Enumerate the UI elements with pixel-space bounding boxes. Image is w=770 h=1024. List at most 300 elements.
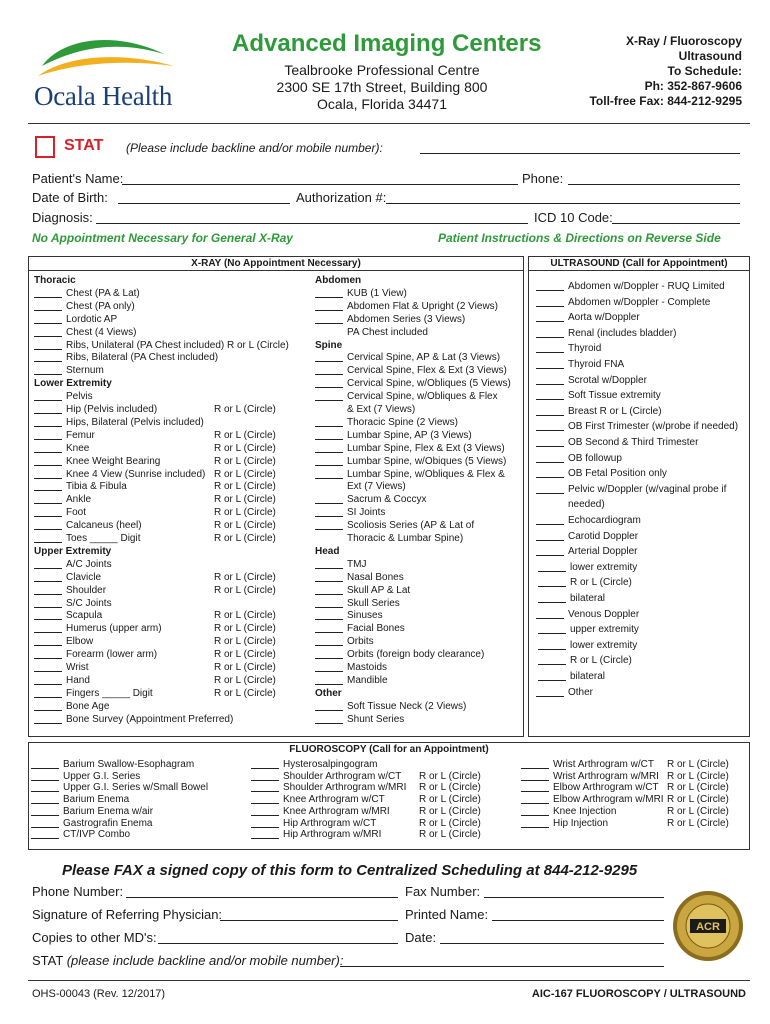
icd-label: ICD 10 Code: — [534, 210, 613, 225]
list-item — [536, 435, 698, 451]
checkbox-blank[interactable] — [521, 819, 549, 828]
list-item-label: Thyroid — [568, 343, 602, 355]
list-item — [34, 288, 140, 301]
checkbox-blank[interactable] — [315, 676, 343, 685]
list-item — [315, 469, 505, 482]
fax-number-input[interactable] — [484, 897, 664, 898]
checkbox-blank[interactable] — [536, 282, 564, 291]
list-item-label: OB First Trimester (w/probe if needed) — [568, 421, 739, 433]
side-circle-label: R or L (Circle) — [214, 584, 276, 596]
checkbox-blank[interactable] — [536, 610, 564, 619]
list-item-label: Chest (PA only) — [66, 300, 135, 312]
side-circle-label: R or L (Circle) — [419, 770, 481, 782]
list-item — [536, 482, 726, 498]
checkbox-blank[interactable] — [315, 379, 343, 388]
checkbox-blank[interactable] — [315, 366, 343, 375]
checkbox-blank[interactable] — [31, 783, 59, 792]
printed-name-input[interactable] — [492, 920, 664, 921]
list-item — [536, 638, 637, 654]
list-item-label: Upper G.I. Series w/Small Bowel — [63, 782, 209, 794]
list-item-label: Shoulder Arthrogram w/CT — [283, 770, 402, 782]
list-item — [315, 456, 506, 469]
list-item-label: Hips, Bilateral (Pelvis included) — [66, 416, 204, 428]
list-item-label: Wrist Arthrogram w/MRI — [553, 770, 659, 782]
stat-checkbox[interactable] — [35, 136, 55, 158]
checkbox-blank[interactable] — [34, 586, 62, 595]
footer-divider — [28, 980, 750, 981]
checkbox-blank[interactable] — [34, 702, 62, 711]
list-item — [34, 340, 289, 353]
list-item — [536, 388, 661, 404]
checkbox-blank[interactable] — [538, 594, 566, 603]
checkbox-blank[interactable] — [315, 470, 343, 479]
list-item-label: Scrotal w/Doppler — [568, 374, 647, 386]
checkbox-blank[interactable] — [315, 560, 343, 569]
checkbox-blank[interactable] — [315, 289, 343, 298]
checkbox-blank[interactable] — [536, 329, 564, 338]
list-item — [251, 829, 481, 841]
list-item — [315, 559, 366, 572]
list-item-label: Aorta w/Doppler — [568, 312, 640, 324]
checkbox-blank[interactable] — [34, 637, 62, 646]
checkbox-blank[interactable] — [315, 586, 343, 595]
checkbox-blank[interactable] — [34, 573, 62, 582]
list-item — [251, 805, 481, 818]
list-item — [521, 782, 729, 794]
checkbox-blank[interactable] — [315, 444, 343, 453]
list-item — [251, 794, 481, 806]
list-item-label: PA Chest included — [347, 326, 428, 338]
list-item — [34, 455, 276, 469]
list-item-label: Wrist Arthrogram w/CT — [553, 759, 654, 770]
checkbox-blank[interactable] — [251, 760, 279, 769]
list-item-label: Elbow — [66, 636, 94, 648]
list-item — [31, 794, 129, 806]
checkbox-blank[interactable] — [536, 298, 564, 307]
list-item — [315, 572, 404, 585]
icd-input[interactable] — [612, 223, 740, 224]
list-item-label: Arterial Doppler — [568, 546, 638, 558]
xray-title: X-RAY (No Appointment Necessary) — [29, 257, 523, 271]
checkbox-blank[interactable] — [34, 328, 62, 337]
checkbox-blank[interactable] — [34, 611, 62, 620]
auth-input[interactable] — [386, 203, 740, 204]
list-item — [34, 327, 136, 340]
side-circle-label: R or L (Circle) — [667, 782, 729, 794]
list-item — [31, 759, 194, 771]
list-item-label: Lumbar Spine, Flex & Ext (3 Views) — [347, 442, 505, 454]
checkbox-blank[interactable] — [315, 573, 343, 582]
checkbox-blank[interactable] — [34, 392, 62, 401]
checkbox-blank[interactable] — [538, 625, 566, 634]
printed-name-label: Printed Name: — [405, 907, 489, 922]
checkbox-blank[interactable] — [538, 641, 566, 650]
list-item-label: Thoracic & Lumbar Spine) — [347, 533, 464, 544]
checkbox-blank[interactable] — [31, 819, 59, 828]
list-item — [315, 288, 407, 301]
list-item-label: Chest (4 Views) — [66, 326, 137, 338]
list-item — [315, 404, 415, 417]
list-item-label: Pelvic w/Doppler (w/vaginal probe if — [568, 483, 727, 495]
checkbox-blank[interactable] — [251, 783, 279, 792]
checkbox-blank[interactable] — [536, 532, 564, 541]
phone-label: Phone: — [522, 171, 564, 186]
checkbox-blank[interactable] — [251, 830, 279, 839]
list-item-label: Scapula — [66, 610, 103, 622]
list-item-label: Upper G.I. Series — [63, 770, 141, 782]
list-item — [315, 301, 498, 314]
list-item-label: Knee Weight Bearing — [66, 455, 161, 467]
checkbox-blank[interactable] — [536, 547, 564, 556]
list-item-label: Knee 4 View (Sunrise included) — [66, 468, 206, 480]
list-item — [31, 771, 140, 783]
list-item — [315, 443, 505, 456]
list-item — [251, 782, 481, 794]
list-item — [34, 571, 276, 585]
checkbox-blank[interactable] — [536, 422, 564, 431]
checkbox-blank[interactable] — [536, 688, 564, 697]
list-item — [536, 466, 667, 482]
fax-phone-input[interactable] — [126, 897, 398, 898]
checkbox-blank[interactable] — [315, 353, 343, 362]
list-item-label: Lumbar Spine, w/Obliques & Flex & — [347, 468, 505, 480]
notice-left: No Appointment Necessary for General X-Ray — [32, 231, 293, 245]
list-item-label: Elbow Arthrogram w/CT — [553, 782, 659, 794]
checkbox-blank[interactable] — [34, 482, 62, 491]
checkbox-blank[interactable] — [536, 407, 564, 416]
auth-label: Authorization #: — [296, 190, 387, 205]
checkbox-blank[interactable] — [315, 431, 343, 440]
list-item-label: SI Joints — [347, 507, 386, 519]
list-item-label: Knee Injection — [553, 805, 617, 817]
list-item-label: Hip Arthrogram w/MRI — [283, 829, 382, 841]
list-item-label: Knee Arthrogram w/MRI — [283, 805, 390, 817]
checkbox-blank[interactable] — [34, 521, 62, 530]
section-heading — [315, 688, 342, 701]
page-title: Advanced Imaging Centers — [232, 30, 542, 57]
diagnosis-input[interactable] — [96, 223, 528, 224]
list-item-label: R or L (Circle) — [570, 655, 632, 667]
section-heading-label: Lower Extremity — [34, 378, 112, 390]
dob-input[interactable] — [118, 203, 290, 204]
checkbox-blank[interactable] — [315, 457, 343, 466]
checkbox-blank[interactable] — [34, 289, 62, 298]
list-item — [34, 584, 276, 598]
list-item-label: Hip Injection — [553, 817, 609, 829]
checkbox-blank[interactable] — [315, 637, 343, 646]
list-item — [521, 770, 729, 783]
checkbox-blank[interactable] — [315, 521, 343, 530]
checkbox-blank[interactable] — [538, 578, 566, 587]
checkbox-blank[interactable] — [34, 508, 62, 517]
checkbox-blank[interactable] — [34, 715, 62, 724]
checkbox-blank[interactable] — [315, 624, 343, 633]
side-circle-label: R or L (Circle) — [214, 674, 276, 686]
side-circle-label: R or L (Circle) — [214, 610, 276, 622]
list-item — [536, 310, 640, 326]
ultrasound-section — [528, 256, 750, 737]
list-item-label: Sternum — [66, 365, 104, 377]
section-heading — [315, 275, 361, 288]
list-item-label: Hysterosalpingogram — [283, 759, 378, 770]
copies-input[interactable] — [158, 943, 398, 944]
checkbox-blank[interactable] — [315, 715, 343, 724]
list-item-label: KUB (1 View) — [347, 287, 407, 299]
diagnosis-label: Diagnosis: — [32, 210, 93, 225]
list-item-label: Shoulder — [66, 584, 107, 596]
fax-stat-input[interactable] — [340, 966, 664, 967]
side-circle-label: R or L (Circle) — [214, 571, 276, 583]
list-item — [315, 314, 465, 327]
checkbox-blank[interactable] — [538, 563, 566, 572]
list-item — [34, 301, 135, 314]
stat-label: STAT — [64, 137, 104, 154]
list-item-label: Hip (Pelvis included) — [66, 404, 158, 415]
side-circle-label: R or L (Circle) — [214, 404, 276, 415]
checkbox-blank[interactable] — [34, 444, 62, 453]
list-item-label: Abdomen w/Doppler - Complete — [568, 296, 711, 308]
section-heading — [34, 378, 112, 391]
patient-name-input[interactable] — [122, 184, 518, 185]
signature-label: Signature of Referring Physician: — [32, 907, 223, 922]
checkbox-blank[interactable] — [34, 315, 62, 324]
checkbox-blank[interactable] — [536, 391, 564, 400]
list-item-label: Foot — [66, 507, 87, 519]
list-item-label: Barium Enema — [63, 794, 130, 806]
checkbox-blank[interactable] — [34, 534, 62, 543]
list-item-label: CT/IVP Combo — [63, 829, 131, 841]
checkbox-blank[interactable] — [315, 302, 343, 311]
date-input[interactable] — [440, 943, 664, 944]
checkbox-blank[interactable] — [315, 392, 343, 401]
checkbox-blank[interactable] — [536, 469, 564, 478]
checkbox-blank[interactable] — [34, 405, 62, 414]
list-item-label: upper extremity — [570, 624, 639, 636]
list-item — [315, 494, 426, 507]
schedule-label: To Schedule: — [667, 64, 742, 78]
list-item-label: Abdomen Series (3 Views) — [347, 313, 466, 325]
section-heading-label: Upper Extremity — [34, 545, 112, 557]
list-item — [536, 529, 638, 545]
list-item — [315, 533, 463, 546]
checkbox-blank[interactable] — [536, 376, 564, 385]
list-item — [536, 279, 725, 295]
list-item — [536, 404, 662, 420]
list-item — [536, 622, 639, 638]
service-line: Ultrasound — [678, 49, 742, 63]
checkbox-blank[interactable] — [251, 807, 279, 816]
checkbox-blank[interactable] — [538, 672, 566, 681]
list-item-label: Lumbar Spine, AP (3 Views) — [347, 429, 472, 441]
list-item-label: Other — [568, 686, 594, 698]
checkbox-blank[interactable] — [34, 366, 62, 375]
checkbox-blank[interactable] — [536, 313, 564, 322]
side-circle-label: R or L (Circle) — [214, 429, 276, 441]
fluoroscopy-section — [28, 742, 750, 850]
checkbox-blank[interactable] — [31, 807, 59, 816]
list-item — [34, 662, 276, 675]
checkbox-blank[interactable] — [521, 772, 549, 781]
checkbox-blank[interactable] — [315, 315, 343, 324]
checkbox-blank[interactable] — [521, 795, 549, 804]
fluoro-title: FLUOROSCOPY (Call for an Appointment) — [289, 744, 489, 755]
checkbox-blank[interactable] — [251, 819, 279, 828]
list-item-label: Abdomen Flat & Upright (2 Views) — [347, 300, 498, 312]
fax-number-label: Fax Number: — [405, 884, 481, 899]
checkbox-blank[interactable] — [536, 360, 564, 369]
date-label: Date: — [405, 930, 437, 945]
section-heading — [315, 340, 342, 353]
side-circle-label: R or L (Circle) — [667, 805, 729, 817]
list-item — [315, 417, 458, 430]
checkbox-blank[interactable] — [315, 650, 343, 659]
checkbox-blank[interactable] — [34, 663, 62, 672]
list-item-label: Echocardiogram — [568, 515, 641, 526]
list-item-label: Mandible — [347, 674, 388, 686]
address-line: Ocala, Florida 34471 — [317, 96, 447, 112]
list-item — [315, 481, 406, 494]
list-item-label: Renal (includes bladder) — [568, 327, 677, 339]
list-item-label: OB Fetal Position only — [568, 468, 667, 480]
checkbox-blank[interactable] — [536, 344, 564, 353]
list-item — [34, 352, 218, 365]
list-item-label: S/C Joints — [66, 597, 112, 609]
side-circle-label: R or L (Circle) — [214, 687, 276, 699]
list-item — [34, 494, 276, 507]
list-item-label: Sacrum & Coccyx — [347, 494, 427, 506]
stat-input[interactable] — [420, 153, 740, 154]
checkbox-blank[interactable] — [521, 807, 549, 816]
checkbox-blank[interactable] — [34, 302, 62, 311]
list-item — [536, 295, 710, 311]
list-item-label: Toes _____ Digit — [66, 533, 141, 544]
side-circle-label: R or L (Circle) — [214, 623, 276, 635]
checkbox-blank[interactable] — [315, 663, 343, 672]
ocala-health-logo — [34, 36, 184, 116]
list-item-label: Hip Arthrogram w/CT — [283, 817, 377, 829]
side-circle-label: R or L (Circle) — [419, 829, 481, 841]
list-item — [315, 352, 500, 365]
checkbox-blank[interactable] — [31, 772, 59, 781]
checkbox-blank[interactable] — [34, 495, 62, 504]
list-item-label: Barium Swallow-Esophagram — [63, 759, 195, 770]
list-item — [315, 714, 404, 727]
list-item — [315, 675, 388, 688]
checkbox-blank[interactable] — [536, 485, 564, 494]
list-item — [315, 391, 498, 404]
list-item-label: Knee Arthrogram w/CT — [283, 794, 385, 806]
list-item — [315, 636, 374, 649]
checkbox-blank[interactable] — [521, 760, 549, 769]
checkbox-blank[interactable] — [315, 599, 343, 608]
list-item-label: Chest (PA & Lat) — [66, 287, 140, 299]
checkbox-blank[interactable] — [31, 795, 59, 804]
checkbox-blank[interactable] — [34, 560, 62, 569]
checkbox-blank[interactable] — [315, 702, 343, 711]
list-item — [34, 687, 276, 701]
list-item-label: OB followup — [568, 452, 622, 464]
side-circle-label: R or L (Circle) — [214, 533, 276, 544]
checkbox-blank[interactable] — [536, 454, 564, 463]
checkbox-blank[interactable] — [34, 624, 62, 633]
list-item-label: Orbits — [347, 636, 374, 648]
dob-label: Date of Birth: — [32, 190, 108, 205]
list-item — [34, 533, 276, 546]
checkbox-blank[interactable] — [315, 418, 343, 427]
schedule-phone: Ph: 352-867-9606 — [644, 79, 742, 93]
list-item-label: Shoulder Arthrogram w/MRI — [283, 782, 407, 794]
checkbox-blank[interactable] — [536, 438, 564, 447]
checkbox-blank[interactable] — [34, 599, 62, 608]
side-circle-label: R or L (Circle) — [214, 636, 276, 648]
address-line: 2300 SE 17th Street, Building 800 — [276, 79, 488, 95]
checkbox-blank[interactable] — [34, 341, 62, 350]
checkbox-blank[interactable] — [34, 353, 62, 362]
checkbox-blank[interactable] — [31, 760, 59, 769]
footer-form-id: OHS-00043 (Rev. 12/2017) — [32, 988, 166, 1000]
list-item-label: Skull AP & Lat — [347, 584, 411, 596]
checkbox-blank[interactable] — [34, 431, 62, 440]
checkbox-blank[interactable] — [31, 830, 59, 839]
phone-input[interactable] — [568, 184, 740, 185]
checkbox-blank[interactable] — [34, 689, 62, 698]
checkbox-blank[interactable] — [536, 516, 564, 525]
list-item-label: Orbits (foreign body clearance) — [347, 649, 485, 661]
side-circle-label: R or L (Circle) — [419, 805, 481, 817]
list-item-label: Breast R or L (Circle) — [568, 405, 662, 417]
checkbox-blank[interactable] — [34, 418, 62, 427]
section-heading-label: Head — [315, 545, 340, 557]
list-item — [536, 544, 637, 560]
checkbox-blank[interactable] — [521, 783, 549, 792]
fax-stat-label: STAT — [32, 953, 64, 968]
checkbox-blank[interactable] — [315, 495, 343, 504]
list-item-label: Fingers _____ Digit — [66, 687, 153, 699]
list-item-label: Forearm (lower arm) — [66, 649, 158, 661]
list-item — [315, 662, 387, 675]
list-item — [251, 759, 378, 771]
checkbox-blank[interactable] — [315, 508, 343, 517]
checkbox-blank[interactable] — [34, 470, 62, 479]
checkbox-blank[interactable] — [315, 611, 343, 620]
checkbox-blank[interactable] — [34, 676, 62, 685]
checkbox-blank[interactable] — [538, 656, 566, 665]
checkbox-blank[interactable] — [251, 772, 279, 781]
list-item — [315, 520, 474, 533]
list-item — [521, 805, 729, 818]
list-item-label: TMJ — [347, 558, 367, 570]
list-item — [315, 430, 472, 443]
checkbox-blank[interactable] — [251, 795, 279, 804]
list-item — [536, 451, 622, 467]
signature-input[interactable] — [220, 920, 398, 921]
list-item — [34, 468, 276, 482]
list-item — [536, 575, 632, 591]
checkbox-blank[interactable] — [34, 650, 62, 659]
list-item-label: Thoracic Spine (2 Views) — [347, 416, 458, 428]
list-item — [34, 481, 276, 494]
section-heading-label: Abdomen — [315, 275, 362, 286]
list-item — [31, 829, 130, 841]
list-item-label: Barium Enema w/air — [63, 805, 154, 817]
acr-seal-icon — [672, 890, 744, 962]
list-item — [315, 365, 507, 378]
checkbox-blank[interactable] — [34, 457, 62, 466]
schedule-info — [542, 34, 742, 109]
list-item-label: Carotid Doppler — [568, 530, 639, 542]
list-item — [31, 806, 153, 818]
side-circle-label: R or L (Circle) — [667, 817, 729, 829]
